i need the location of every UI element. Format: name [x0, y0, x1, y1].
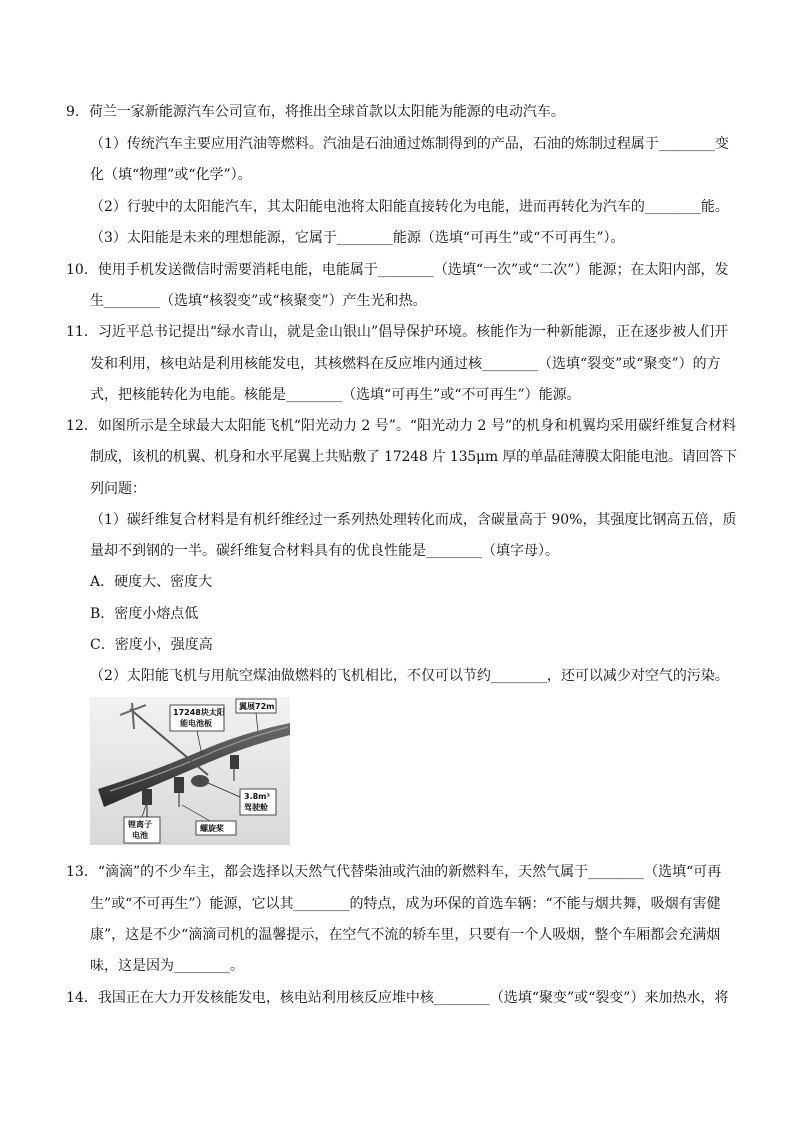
label-battery-1: 锂离子 [128, 820, 152, 829]
q10-line2: 生________（选填“核裂变”或“核聚变”）产生光和热。 [90, 293, 427, 309]
q12-option-c: C．密度小，强度高 [90, 637, 213, 653]
q9-stem: 9．荷兰一家新能源汽车公司宣布，将推出全球首款以太阳能为能源的电动汽车。 [66, 104, 565, 120]
q13-line1: 13．“滴滴”的不少车主，都会选择以天然气代替柴油或汽油的新燃料车，天然气属于________（选填“可再 [66, 864, 722, 880]
q9-part3: （3）太阳能是未来的理想能源，它属于________能源（选填“可再生”或“不可再生”）。 [90, 230, 625, 246]
q12-line1: 12．如图所示是全球最大太阳能飞机“阳光动力 2 号”。“阳光动力 2 号”的机身和机翼均采用碳纤维复合材料 [66, 418, 737, 434]
label-cockpit-2: 驾驶舱 [244, 803, 268, 812]
q12-option-b: B．密度小熔点低 [90, 606, 199, 622]
q11-line1: 11．习近平总书记提出“绿水青山，就是金山银山”倡导保护环境。核能作为一种新能源，正在逐步被人们开 [66, 324, 729, 340]
q12-part1-line1: （1）碳纤维复合材料是有机纤维经过一系列热处理转化而成，含碳量高于 90%，其强度比钢高五倍，质 [90, 512, 737, 528]
q14-line1: 14．我国正在大力开发核能发电，核电站利用核反应堆中核________（选填“聚变”或“裂变”）来加热水，将 [66, 990, 729, 1006]
label-cockpit-1: 3.8m³ [244, 792, 271, 801]
label-cells-2: 能电池板 [180, 719, 212, 728]
q11-line2: 发和利用，核电站是利用核能发电，其核燃料在反应堆内通过核________（选填“裂变”或“聚变”）的方 [90, 356, 721, 372]
label-battery-2: 电池 [132, 831, 148, 840]
q12-part1-line2: 量却不到钢的一半。碳纤维复合材料具有的优良性能是________（填字母）。 [90, 543, 559, 559]
q13-line4: 味，这是因为________。 [90, 958, 244, 974]
q9-part2: （2）行驶中的太阳能汽车，其太阳能电池将太阳能直接转化为电能，进而再转化为汽车的________能。 [90, 199, 729, 215]
q12-part2: （2）太阳能飞机与用航空煤油做燃料的飞机相比，不仅可以节约________，还可以减少对空气的污染。 [90, 668, 729, 684]
q13-line2: 生”或“不可再生”）能源，它以其________的特点，成为环保的首选车辆：“不能与烟共舞，吸烟有害健 [90, 896, 721, 912]
q13-line3: 康”，这是不少“滴滴司机的温馨提示，在空气不流的轿车里，只要有一个人吸烟，整个车厢都会充满烟 [90, 927, 721, 943]
q9-part1-line2: 化（填“物理”或“化学”）。 [90, 167, 252, 183]
q12-line3: 列问题： [90, 481, 146, 497]
solar-plane-figure [90, 697, 290, 845]
label-cells-1: 17248块太阳 [173, 708, 225, 717]
plane-cockpit [191, 775, 209, 787]
q12-option-a: A．硬度大、密度大 [90, 574, 213, 590]
label-span: 翼展72m [239, 702, 275, 711]
q9-part1-line1: （1）传统汽车主要应用汽油等燃料。汽油是石油通过炼制得到的产品，石油的炼制过程属于________变 [90, 136, 729, 152]
q12-line2: 制成，该机的机翼、机身和水平尾翼上共贴敷了 17248 片 135μm 厚的单晶硅薄膜太阳能电池。请回答下 [90, 449, 737, 465]
label-propeller: 螺旋桨 [200, 824, 224, 833]
q11-line3: 式，把核能转化为电能。核能是________（选填“可再生”或“不可再生”）能源。 [90, 387, 581, 403]
q10-line1: 10．使用手机发送微信时需要消耗电能，电能属于________（选填“一次”或“二次”）能源；在太阳内部，发 [66, 262, 729, 278]
